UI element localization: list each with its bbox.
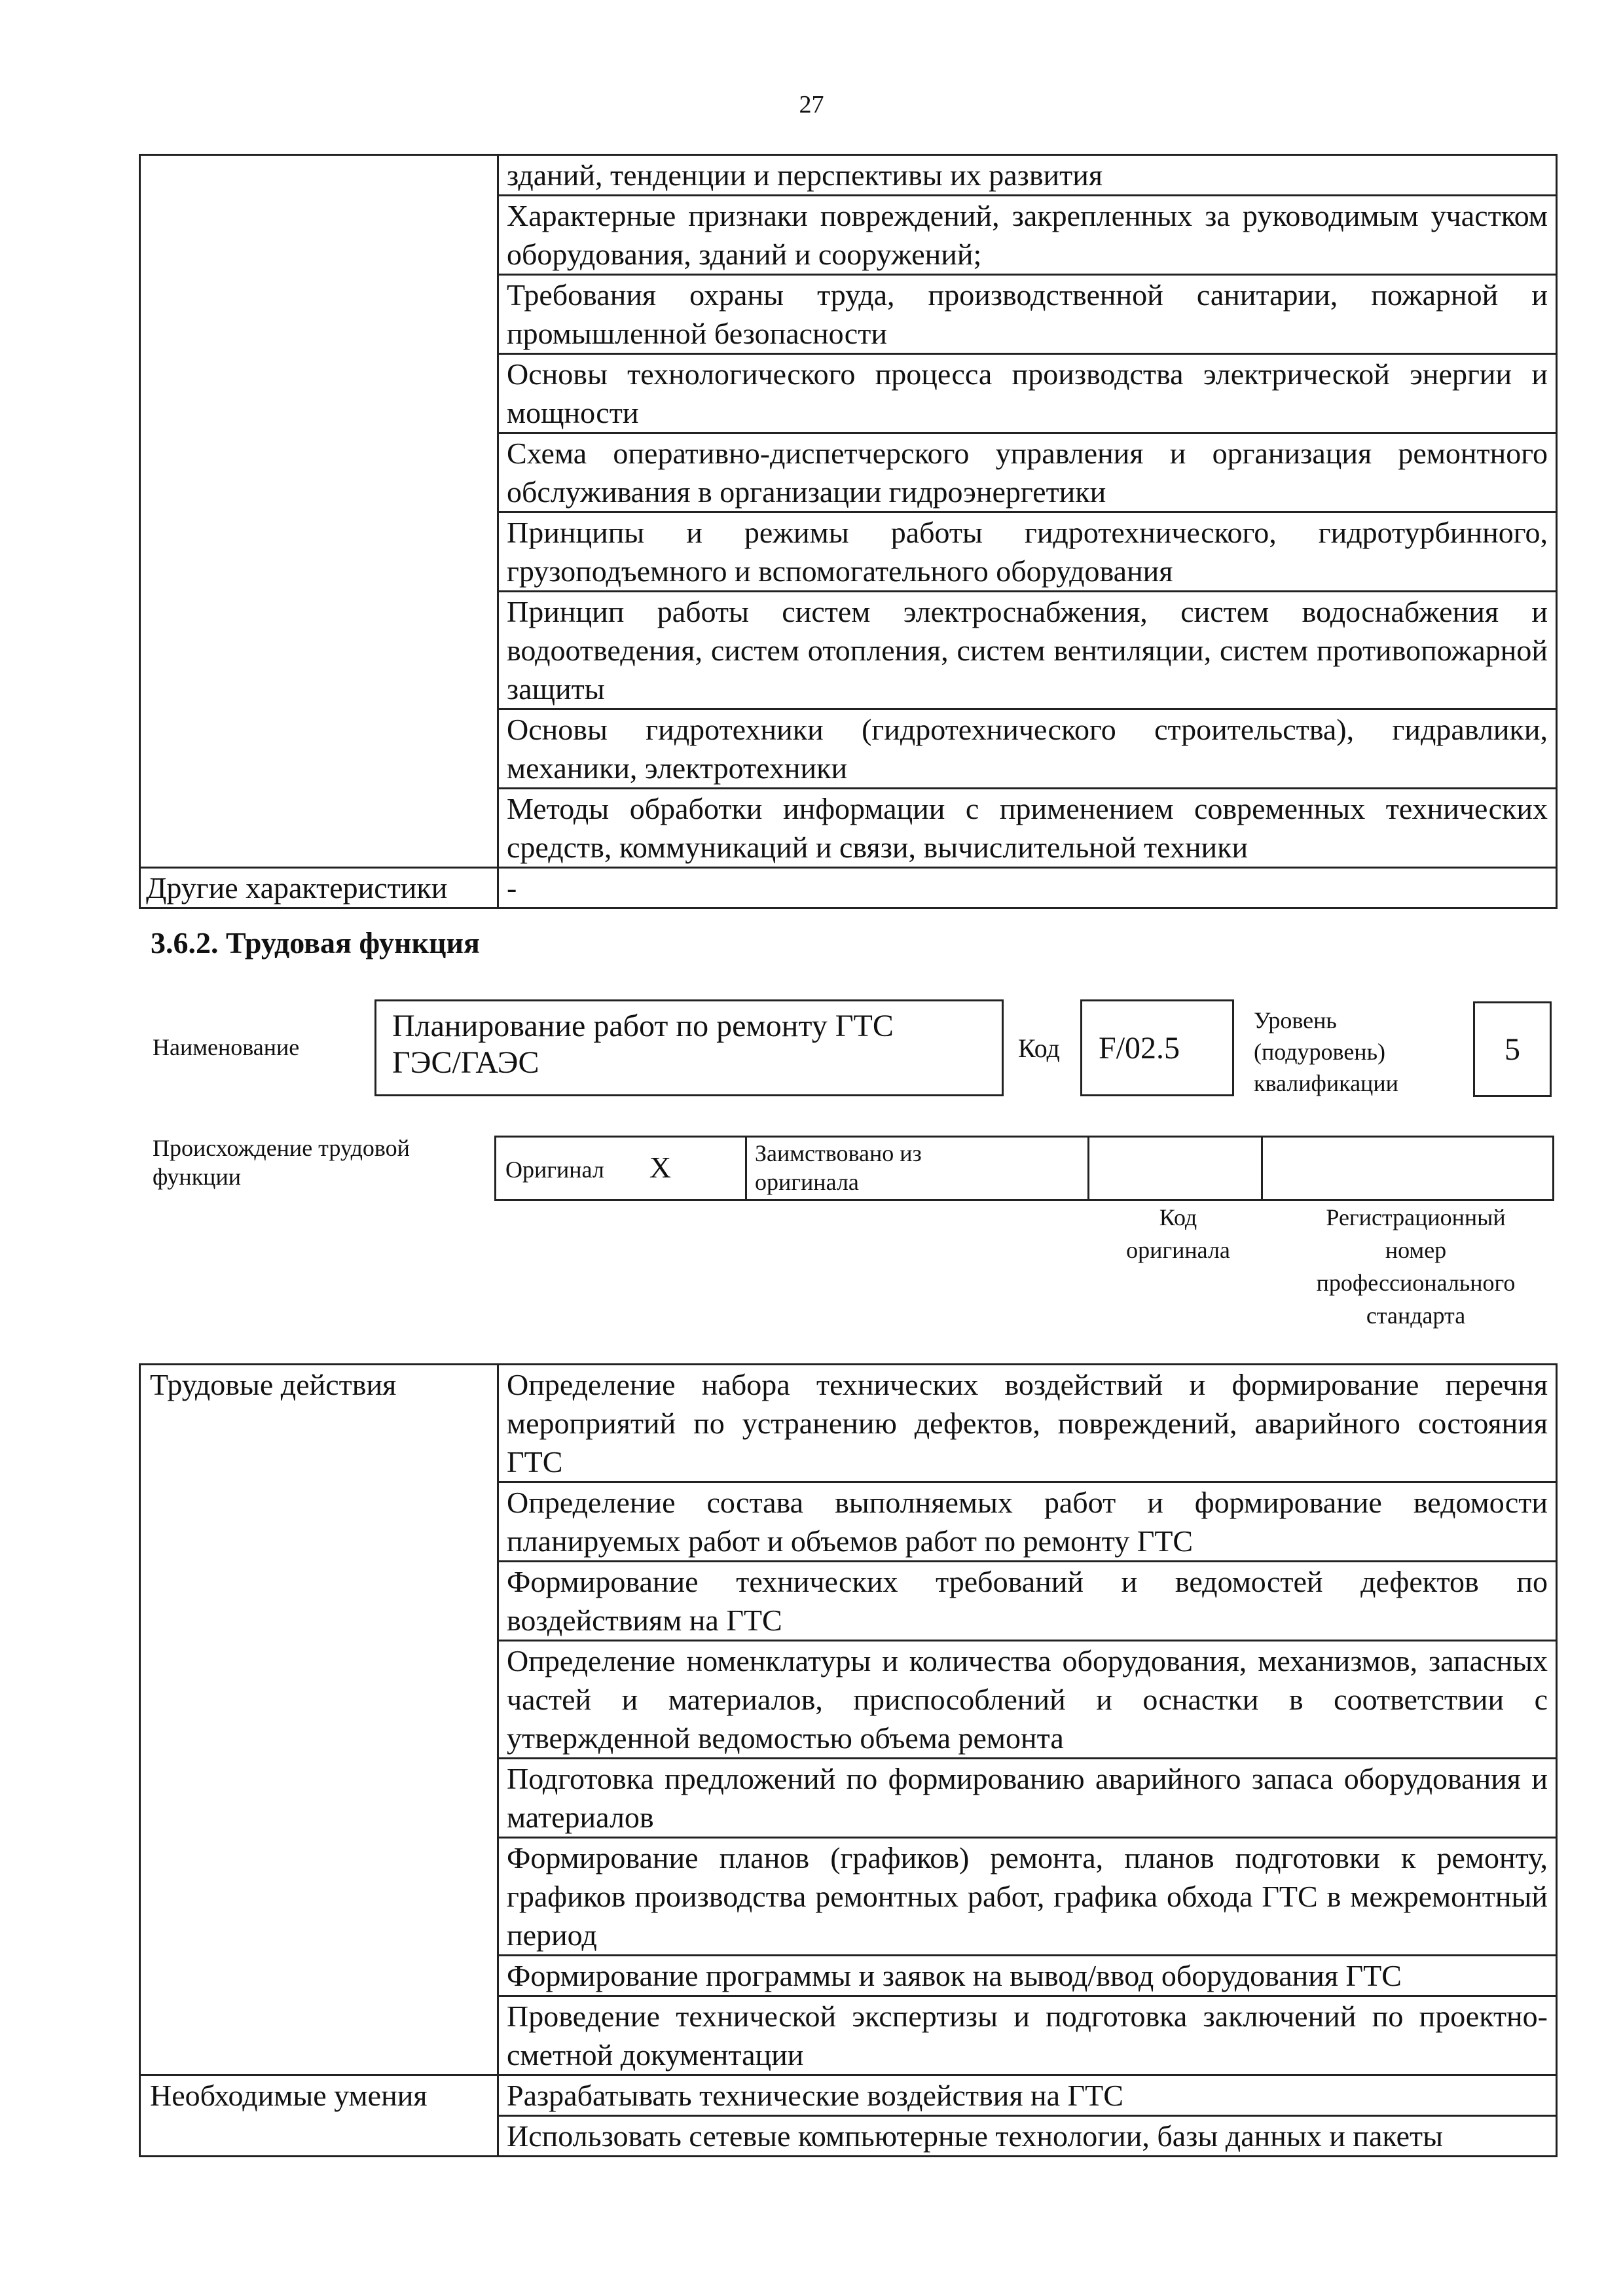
level-label-line: (подуровень)	[1254, 1039, 1385, 1065]
table-row	[496, 1137, 1554, 1200]
caption-line: Регистрационный	[1326, 1204, 1506, 1230]
table-row	[140, 868, 1557, 908]
function-name-line: ГЭС/ГАЭС	[392, 1045, 539, 1080]
caption-line: профессионального	[1316, 1270, 1516, 1296]
level-label-line: Уровень	[1254, 1007, 1337, 1033]
labor-action-item: Определение номенклатуры и количества оборудования, механизмов, запасных частей и материалов, приспособлений и оснастки в соответствии с утвержденной ведомостью объема ремонта	[498, 1641, 1557, 1759]
labor-action-item: Подготовка предложений по формированию аварийного запаса оборудования и материалов	[498, 1759, 1557, 1838]
original-mark: X	[649, 1150, 672, 1184]
caption-line: оригинала	[1126, 1237, 1230, 1263]
code-value-box	[1080, 999, 1234, 1096]
page-number: 27	[799, 91, 824, 118]
registration-number-cell	[1262, 1137, 1554, 1200]
knowledge-item: Схема оперативно-диспетчерского управления и организация ремонтного обслуживания в организации гидроэнергетики	[498, 433, 1557, 512]
level-value-box	[1473, 1001, 1552, 1097]
level-label-line: квалификации	[1254, 1070, 1398, 1096]
original-code-cell	[1089, 1137, 1262, 1200]
knowledge-table	[139, 154, 1558, 909]
section-heading: 3.6.2. Трудовая функция	[151, 926, 480, 960]
code-value: F/02.5	[1099, 1030, 1180, 1066]
other-characteristics-value: -	[498, 868, 1557, 908]
origin-label	[153, 1134, 410, 1191]
function-name-box	[374, 999, 1004, 1096]
code-label: Код	[1018, 1033, 1060, 1063]
name-label: Наименование	[153, 1034, 300, 1060]
labor-action-item: Формирование технических требований и ведомостей дефектов по воздействиям на ГТС	[498, 1562, 1557, 1641]
level-value: 5	[1504, 1031, 1520, 1067]
qualification-level-label	[1254, 1005, 1398, 1099]
function-name-line: Планирование работ по ремонту ГТС	[392, 1009, 894, 1043]
table-row	[140, 2075, 1557, 2116]
labor-actions-label: Трудовые действия	[140, 1365, 498, 2075]
labor-action-item: Проведение технической экспертизы и подготовка заключений по проектно-сметной документации	[498, 1996, 1557, 2075]
labor-action-item: Определение состава выполняемых работ и формирование ведомости планируемых работ и объемов работ по ремонту ГТС	[498, 1482, 1557, 1562]
knowledge-item: зданий, тенденции и перспективы их развития	[498, 155, 1557, 196]
origin-label-line: Происхождение трудовой	[153, 1135, 410, 1161]
other-characteristics-label: Другие характеристики	[140, 868, 498, 908]
required-skills-label: Необходимые умения	[140, 2075, 498, 2157]
labor-action-item: Формирование планов (графиков) ремонта, планов подготовки к ремонту, графиков производства ремонтных работ, графика обхода ГТС в межремонтный период	[498, 1838, 1557, 1956]
knowledge-item: Характерные признаки повреждений, закрепленных за руководимым участком оборудования, зданий и сооружений;	[498, 196, 1557, 275]
knowledge-item: Принципы и режимы работы гидротехнического, гидротурбинного, грузоподъемного и вспомогательного оборудования	[498, 512, 1557, 592]
knowledge-item: Принцип работы систем электроснабжения, систем водоснабжения и водоотведения, систем отопления, систем вентиляции, систем противопожарной защиты	[498, 592, 1557, 709]
borrowed-cell	[746, 1137, 1089, 1200]
knowledge-item: Требования охраны труда, производственной санитарии, пожарной и промышленной безопасности	[498, 275, 1557, 354]
caption-line: Код	[1159, 1204, 1197, 1230]
origin-table	[494, 1136, 1554, 1201]
original-label: Оригинал	[505, 1156, 604, 1183]
actions-table	[139, 1363, 1558, 2157]
labor-action-item: Формирование программы и заявок на вывод/ввод оборудования ГТС	[498, 1956, 1557, 1996]
table-row	[140, 1365, 1557, 1482]
code-original-caption	[1091, 1201, 1265, 1266]
table-row	[140, 155, 1557, 196]
origin-label-line: функции	[153, 1164, 241, 1190]
registration-number-caption	[1270, 1201, 1561, 1332]
borrowed-label-line: оригинала	[755, 1169, 859, 1195]
caption-line: номер	[1385, 1237, 1447, 1263]
knowledge-item: Методы обработки информации с применением современных технических средств, коммуникаций и связи, вычислительной техники	[498, 789, 1557, 868]
caption-line: стандарта	[1366, 1302, 1466, 1329]
knowledge-item: Основы гидротехники (гидротехнического строительства), гидравлики, механики, электротехники	[498, 709, 1557, 789]
skill-item: Разрабатывать технические воздействия на ГТС	[498, 2075, 1557, 2116]
borrowed-label-line: Заимствовано из	[755, 1140, 922, 1166]
knowledge-label-cell	[140, 155, 498, 868]
knowledge-item: Основы технологического процесса производства электрической энергии и мощности	[498, 354, 1557, 433]
labor-action-item: Определение набора технических воздействий и формирование перечня мероприятий по устранению дефектов, повреждений, аварийного состояния ГТС	[498, 1365, 1557, 1482]
original-cell	[496, 1137, 746, 1200]
skill-item: Использовать сетевые компьютерные технологии, базы данных и пакеты	[498, 2116, 1557, 2157]
